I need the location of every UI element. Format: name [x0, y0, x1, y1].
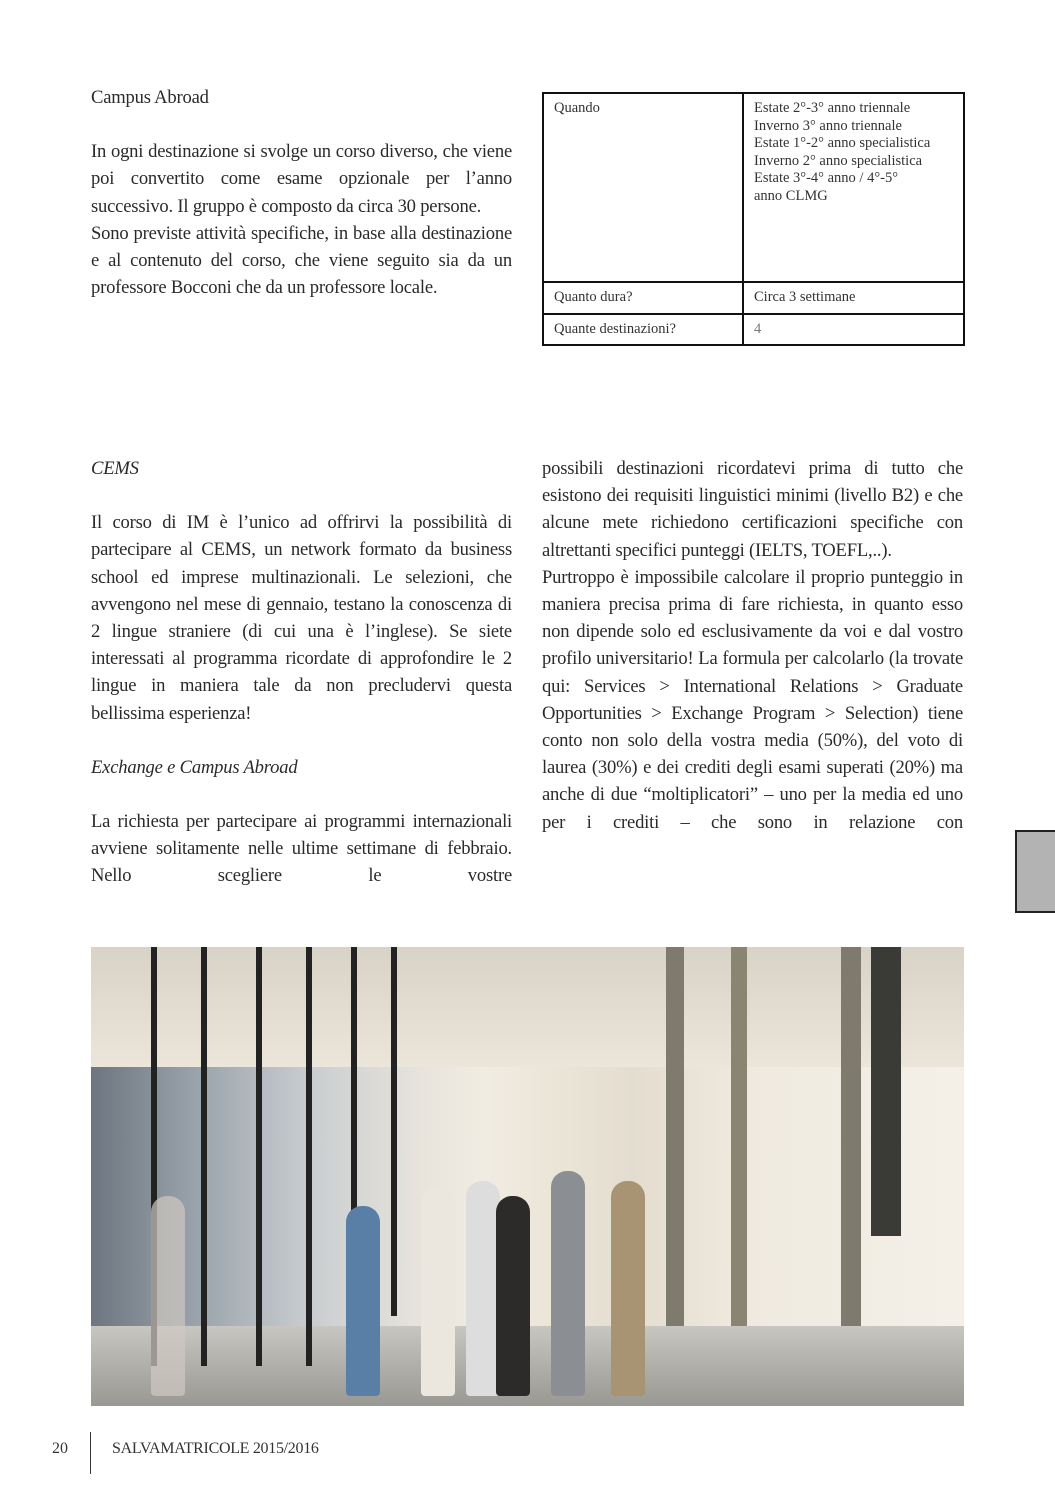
section-heading: Campus Abroad	[91, 87, 209, 108]
table-value: Circa 3 settimane	[743, 282, 964, 314]
paragraph: Il corso di IM è l’unico ad offrirvi la possibilità di partecipare al CEMS, un network formato da business school ed imprese multinazionali. Le selezioni, che avvengono nel mese di gennaio, testano la conoscenza di 2 lingue straniere (di cui una è l’inglese). Se siete interessati al programma ricordate di approfondire le 2 lingue in maniera tale da non precludervi questa bellissima esperienza!	[91, 512, 512, 724]
right-column	[542, 455, 963, 836]
table-value	[743, 93, 964, 282]
paragraph: La richiesta per partecipare ai programmi internazionali avviene solitamente nelle ultime settimane di febbraio. Nello scegliere le vostre	[91, 811, 512, 887]
paragraph: In ogni destinazione si svolge un corso diverso, che viene poi convertito come esame opzionale per l’anno successivo. Il gruppo è composto da circa 30 persone.	[91, 141, 512, 217]
info-table	[542, 92, 965, 346]
value-line: Estate 3°-4° anno / 4°-5°	[754, 170, 898, 186]
table-label: Quanto dura?	[543, 282, 743, 314]
campus-abroad-section	[91, 84, 512, 301]
table-row	[543, 282, 964, 314]
chapter-tab	[1015, 830, 1055, 913]
paragraph: Sono previste attività specifiche, in base alla destinazione e al contenuto del corso, che viene seguito sia da un professore Bocconi che da un professore locale.	[91, 222, 512, 299]
exchange-heading: Exchange e Campus Abroad	[91, 756, 298, 778]
cems-heading: CEMS	[91, 458, 139, 479]
section-heading	[91, 455, 512, 482]
footer-divider	[90, 1432, 91, 1474]
table-label: Quante destinazioni?	[543, 314, 743, 346]
table-row	[543, 314, 964, 346]
value-line: Inverno 2° anno specialistica	[754, 152, 923, 169]
publication-title: SALVAMATRICOLE 2015/2016	[112, 1440, 319, 1457]
table-label: Quando	[543, 93, 743, 282]
paragraph: possibili destinazioni ricordatevi prima di tutto che esistono dei requisiti linguistici minimi (livello B2) e che alcune mete richiedono certificazioni specifiche con altrettanti specifici punteggi (IELTS, TOEFL,..).	[542, 458, 963, 561]
paragraph: Purtroppo è impossibile calcolare il proprio punteggio in maniera precisa prima di fare richiesta, in quanto esso non dipende solo ed esclusivamente da voi e dal vostro profilo universitario! La formula per calcolarlo (la trovate qui: Services > International Relations > Graduate Opportunities > Exchange Program > Selection) tiene conto non solo della vostra media (50%), del voto di laurea (30%) e dei crediti degli esami superati (20%) ma anche di due “moltiplicatori” – uno per la media ed uno per i crediti – che sono in relazione con	[542, 566, 963, 833]
left-column	[91, 455, 512, 890]
table-row	[543, 93, 964, 282]
page-number: 20	[52, 1440, 68, 1457]
value-line: Inverno 3° anno triennale	[754, 117, 902, 134]
table-value: 4	[743, 314, 964, 346]
corridor-photo	[91, 947, 964, 1406]
value-line: Estate 2°-3° anno triennale	[754, 100, 911, 116]
section-heading	[91, 754, 512, 781]
value-line: Estate 1°-2° anno specialistica	[754, 135, 931, 151]
value-line: anno CLMG	[754, 187, 828, 204]
